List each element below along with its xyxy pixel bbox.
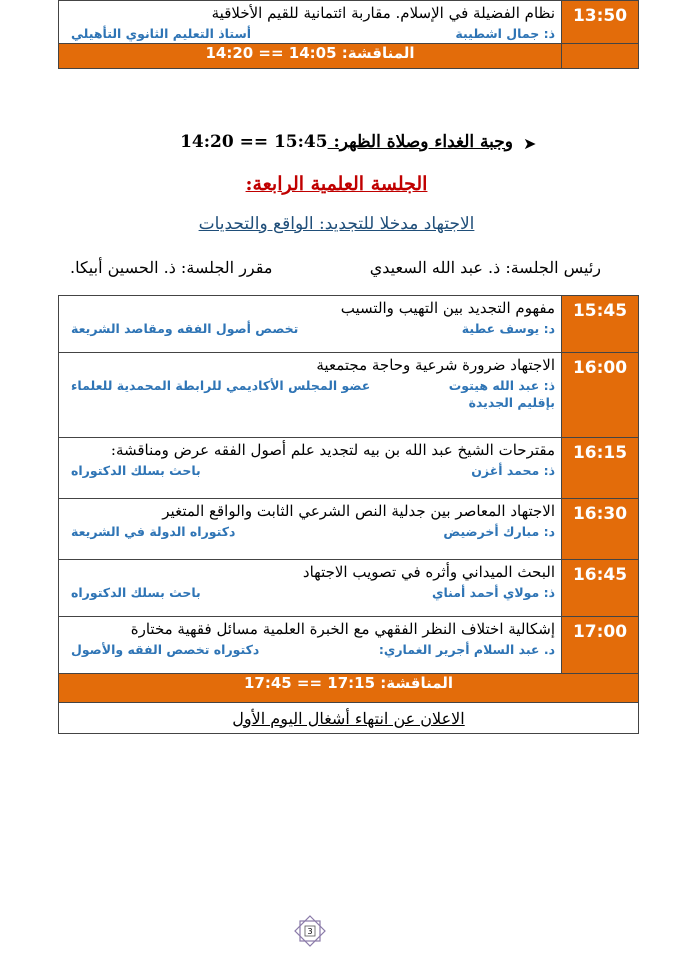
talk-topic: مقترحات الشيخ عبد الله بن بيه لتجديد علم أصول الفقه عرض ومناقشة: <box>110 441 555 459</box>
speaker-line <box>59 374 561 395</box>
speaker-line <box>59 581 561 602</box>
session-officials <box>70 258 601 277</box>
talk-topic: إشكالية اختلاف النظر الفقهي مع الخبرة العلمية مسائل فقهية مختارة <box>130 620 555 638</box>
talk-topic: مفهوم التجديد بين التهيب والتسيب <box>340 299 555 317</box>
announcement-text: الاعلان عن انتهاء أشغال اليوم الأول <box>232 708 465 728</box>
discussion-row: المناقشة: 14:05 == 14:20 <box>59 44 562 69</box>
speaker-role: باحث بسلك الدكتوراه <box>71 585 201 600</box>
page-number: 3 <box>307 927 313 936</box>
speaker-role-extra: بإقليم الجديدة <box>468 395 555 410</box>
time-cell: 16:30 <box>562 499 639 560</box>
speaker-name: ذ: جمال اشطيبة <box>455 26 555 41</box>
speaker-role: أستاذ التعليم الثانوي التأهيلي <box>71 26 252 41</box>
speaker-name: ذ: عبد الله هيتوت <box>448 378 555 393</box>
session-four-table <box>58 295 639 734</box>
speaker-name: د: مبارك أخرضيض <box>443 524 555 539</box>
speaker-role: باحث بسلك الدكتوراه <box>71 463 201 478</box>
talk-cell <box>59 353 562 438</box>
time-cell-empty <box>562 44 639 69</box>
lunch-label: وجبة الغداء وصلاة الظهر: <box>333 132 513 152</box>
talk-cell <box>59 617 562 674</box>
speaker-role: دكتوراه تخصص الفقه والأصول <box>71 642 260 657</box>
lunch-break <box>180 132 513 152</box>
session-theme: الاجتهاد مدخلا للتجديد: الواقع والتحديات <box>198 214 475 234</box>
talk-topic: الاجتهاد المعاصر بين جدلية النص الشرعي الثابت والواقع المتغير <box>162 502 555 520</box>
session-title: الجلسة العلمية الرابعة: <box>245 173 428 195</box>
speaker-name: ذ: مولاي أحمد أمناي <box>432 585 555 600</box>
speaker-line <box>59 459 561 480</box>
speaker-role: دكتوراه الدولة في الشريعة <box>71 524 236 539</box>
session-top-table <box>58 0 639 69</box>
talk-cell <box>59 1 562 44</box>
lunch-times: 14:20 == 15:45 <box>180 132 328 152</box>
speaker-name: د: يوسف عطية <box>461 321 555 336</box>
discussion-row: المناقشة: 17:15 == 17:45 <box>59 674 639 703</box>
speaker-line <box>59 22 561 43</box>
speaker-role: عضو المجلس الأكاديمي للرابطة المحمدية للعلماء <box>71 378 371 393</box>
page-ornament-icon <box>294 915 326 947</box>
speaker-line <box>59 317 561 338</box>
speaker-line <box>59 520 561 541</box>
arrow-icon: ➤ <box>523 134 537 153</box>
time-cell: 16:00 <box>562 353 639 438</box>
talk-topic: الاجتهاد ضرورة شرعية وحاجة مجتمعية <box>316 356 555 374</box>
speaker-line <box>59 638 561 659</box>
time-cell: 17:00 <box>562 617 639 674</box>
talk-topic: البحث الميداني وأثره في تصويب الاجتهاد <box>302 563 555 581</box>
speaker-role: تخصص أصول الفقه ومقاصد الشريعة <box>71 321 299 336</box>
time-cell: 16:45 <box>562 560 639 617</box>
talk-cell <box>59 438 562 499</box>
talk-cell <box>59 560 562 617</box>
time-cell: 15:45 <box>562 296 639 353</box>
speaker-name: ذ: محمد أغزن <box>471 463 555 478</box>
talk-cell <box>59 296 562 353</box>
time-cell: 16:15 <box>562 438 639 499</box>
time-cell: 13:50 <box>562 1 639 44</box>
session-rapporteur: مقرر الجلسة: ذ. الحسين أبيكا. <box>70 258 273 277</box>
announcement-row <box>59 703 639 734</box>
talk-topic: نظام الفضيلة في الإسلام. مقاربة ائتمانية للقيم الأخلاقية <box>211 4 555 22</box>
talk-cell <box>59 499 562 560</box>
speaker-name: د. عبد السلام أجرير الغماري: <box>378 642 555 657</box>
session-chair: رئيس الجلسة: ذ. عبد الله السعيدي <box>369 258 601 277</box>
